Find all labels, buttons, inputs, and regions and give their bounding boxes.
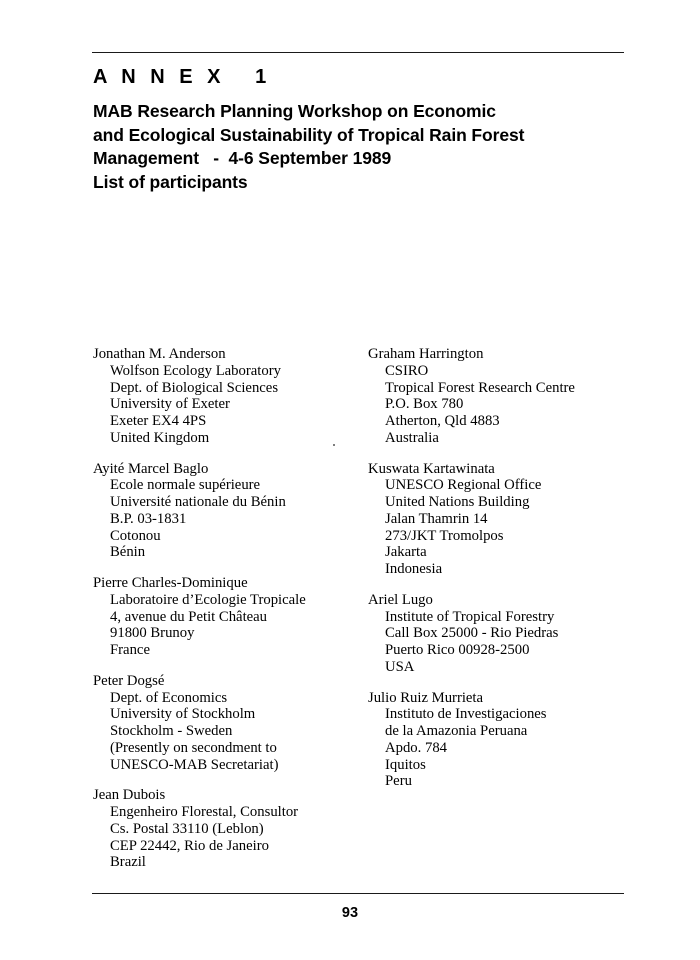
participant-address-line: de la Amazonia Peruana (385, 723, 528, 739)
participant-name: Pierre Charles-Dominique (93, 575, 248, 591)
participant-address-line: Dept. of Biological Sciences (110, 379, 279, 396)
participant-address-line: Instituto de Investigaciones (385, 706, 547, 723)
title-line-3: Management - 4-6 September 1989 (93, 148, 392, 168)
page-header (93, 64, 633, 194)
participant-address-line: France (110, 642, 150, 658)
title-line-4: List of participants (93, 171, 248, 192)
participant-address-line: UNESCO-MAB Secretariat) (110, 756, 279, 773)
annex-label: A N N E X 1 (93, 66, 271, 88)
participant-address-line: Brazil (110, 854, 146, 871)
participant-address-line: P.O. Box 780 (385, 396, 464, 413)
participant-entry (93, 461, 355, 562)
footer-rule (92, 893, 624, 894)
participant-name: Julio Ruiz Murrieta (368, 689, 484, 706)
participant-address-line: Bénin (110, 544, 146, 561)
scan-artifact-speck (333, 444, 335, 446)
header-rule (92, 52, 624, 53)
participant-address-line: Wolfson Ecology Laboratory (110, 362, 281, 379)
participant-address-line: Cs. Postal 33110 (Leblon) (110, 820, 264, 837)
participant-name: Ariel Lugo (368, 591, 433, 608)
page-number: 93 (341, 905, 359, 921)
participant-address-line: USA (385, 658, 415, 675)
participant-address-line: Apdo. 784 (385, 739, 448, 756)
participant-name: Peter Dogsé (93, 672, 165, 689)
participant-address-line: Tropical Forest Research Centre (385, 379, 575, 396)
participant-address-line: University of Stockholm (110, 706, 256, 723)
page-title (93, 100, 633, 194)
participant-entry (93, 346, 355, 447)
participant-address-line: Indonesia (385, 561, 443, 577)
participant-address-line: CSIRO (385, 362, 429, 379)
title-line-2: and Ecological Sustainability of Tropical Rain Forest (93, 124, 525, 145)
participant-name: Graham Harrington (368, 346, 484, 362)
participant-address-line: Exeter EX4 4PS (110, 413, 207, 429)
participant-entry (93, 575, 355, 659)
participant-address-line: B.P. 03-1831 (110, 510, 187, 527)
participant-entry (368, 690, 630, 791)
participant-address-line: United Nations Building (385, 494, 530, 510)
participant-entry (93, 787, 355, 871)
participant-address-line: Engenheiro Florestal, Consultor (110, 804, 299, 820)
participant-address-line: CEP 22442, Rio de Janeiro (110, 837, 269, 854)
participant-address-line: UNESCO Regional Office (385, 477, 542, 494)
participant-address-line: United Kingdom (110, 429, 210, 446)
participant-address-line: 273/JKT Tromolpos (385, 527, 504, 544)
participant-name: Ayité Marcel Baglo (93, 460, 209, 477)
participant-name: Kuswata Kartawinata (368, 460, 495, 477)
participant-address-line: Institute of Tropical Forestry (385, 608, 555, 625)
participant-entry (368, 461, 630, 578)
participant-address-line: 4, avenue du Petit Château (110, 608, 268, 625)
participant-column-right (368, 346, 630, 790)
participant-column-left (93, 346, 355, 871)
participant-entry (93, 673, 355, 774)
participant-address-line: Iquitos (385, 756, 426, 773)
participant-address-line: Université nationale du Bénin (110, 494, 286, 510)
participant-address-line: Australia (385, 429, 439, 446)
participant-name: Jonathan M. Anderson (93, 346, 226, 362)
participant-name: Jean Dubois (93, 787, 166, 804)
participant-address-line: Ecole normale supérieure (110, 477, 261, 494)
participant-address-line: (Presently on secondment to (110, 739, 277, 756)
participant-address-line: Call Box 25000 - Rio Piedras (385, 625, 559, 642)
participant-address-line: Stockholm - Sweden (110, 723, 233, 739)
participant-address-line: Jakarta (385, 544, 427, 561)
participant-address-line: 91800 Brunoy (110, 625, 195, 642)
participant-address-line: Cotonou (110, 527, 161, 544)
participant-entry (368, 346, 630, 447)
participant-entry (368, 592, 630, 676)
participant-address-line: Puerto Rico 00928-2500 (385, 642, 530, 658)
participant-address-line: Laboratoire d’Ecologie Tropicale (110, 591, 306, 608)
participant-address-line: Dept. of Economics (110, 689, 228, 706)
participant-address-line: Peru (385, 773, 412, 790)
participant-address-line: University of Exeter (110, 396, 230, 413)
participant-address-line: Atherton, Qld 4883 (385, 413, 500, 429)
participant-address-line: Jalan Thamrin 14 (385, 510, 488, 527)
participant-list (0, 346, 700, 871)
title-line-1: MAB Research Planning Workshop on Economic (93, 101, 496, 121)
